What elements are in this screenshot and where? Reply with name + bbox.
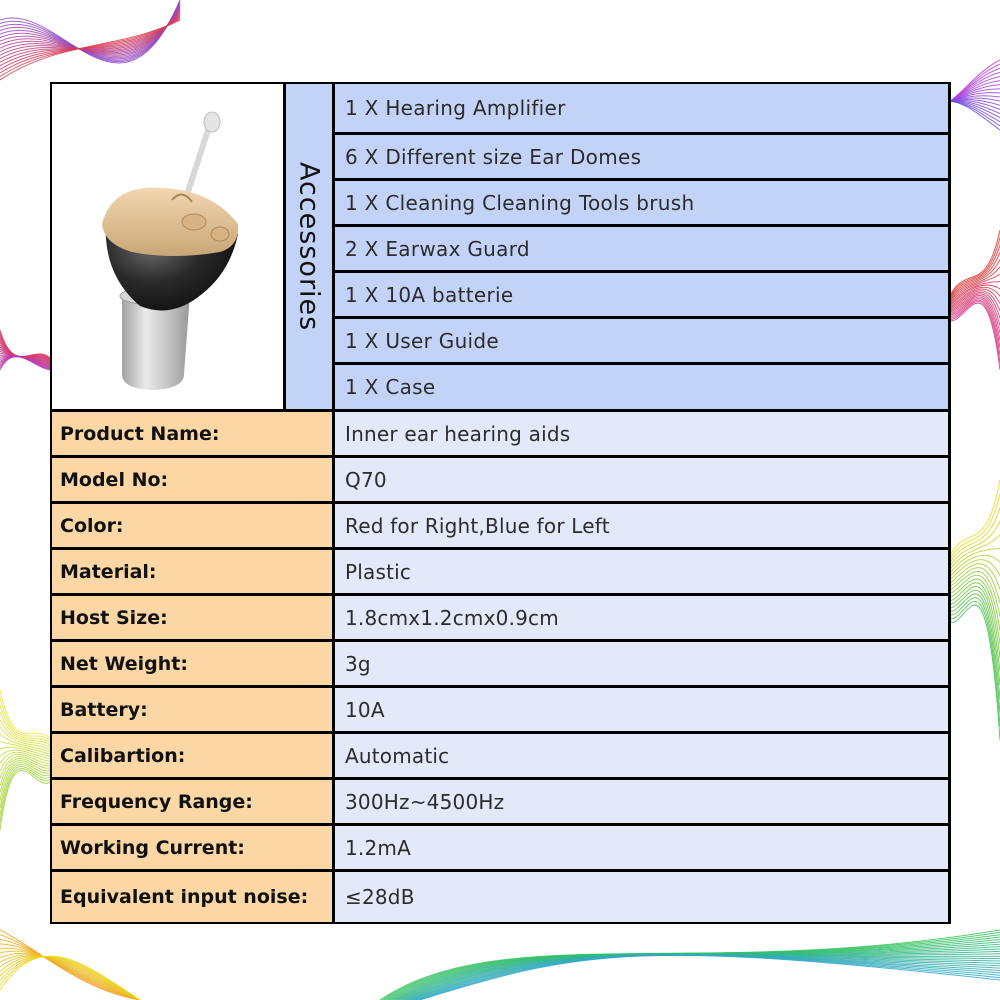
accessory-item: 6 X Different size Ear Domes — [335, 135, 948, 178]
accessory-item: 1 X User Guide — [335, 319, 948, 362]
spec-label: Color: — [52, 504, 332, 547]
spec-label: Net Weight: — [52, 642, 332, 685]
spec-sheet — [50, 82, 951, 924]
spec-value: 3g — [335, 642, 948, 685]
spec-label: Calibartion: — [52, 734, 332, 777]
spec-value: Q70 — [335, 458, 948, 501]
spec-value: Inner ear hearing aids — [335, 412, 948, 455]
spec-value: 300Hz~4500Hz — [335, 780, 948, 823]
spec-label: Material: — [52, 550, 332, 593]
spec-label: Frequency Range: — [52, 780, 332, 823]
accessory-item: 2 X Earwax Guard — [335, 227, 948, 270]
product-photo — [52, 84, 283, 409]
spec-value: 1.8cmx1.2cmx0.9cm — [335, 596, 948, 639]
spec-label: Host Size: — [52, 596, 332, 639]
spec-label: Model No: — [52, 458, 332, 501]
accessory-item: 1 X Hearing Amplifier — [335, 84, 948, 132]
spec-value: ≤28dB — [335, 872, 948, 922]
spec-value: Red for Right,Blue for Left — [335, 504, 948, 547]
accessory-item: 1 X Case — [335, 365, 948, 409]
spec-label: Battery: — [52, 688, 332, 731]
spec-label: Product Name: — [52, 412, 332, 455]
spec-value: 10A — [335, 688, 948, 731]
spec-value: Automatic — [335, 734, 948, 777]
spec-value: 1.2mA — [335, 826, 948, 869]
accessories-heading: Accessories — [293, 161, 325, 332]
accessories-heading-cell — [286, 84, 332, 409]
hearing-aid-image — [52, 84, 283, 409]
spec-label: Working Current: — [52, 826, 332, 869]
accessory-item: 1 X Cleaning Cleaning Tools brush — [335, 181, 948, 224]
accessory-item: 1 X 10A batterie — [335, 273, 948, 316]
spec-value: Plastic — [335, 550, 948, 593]
spec-label: Equivalent input noise: — [52, 872, 332, 922]
